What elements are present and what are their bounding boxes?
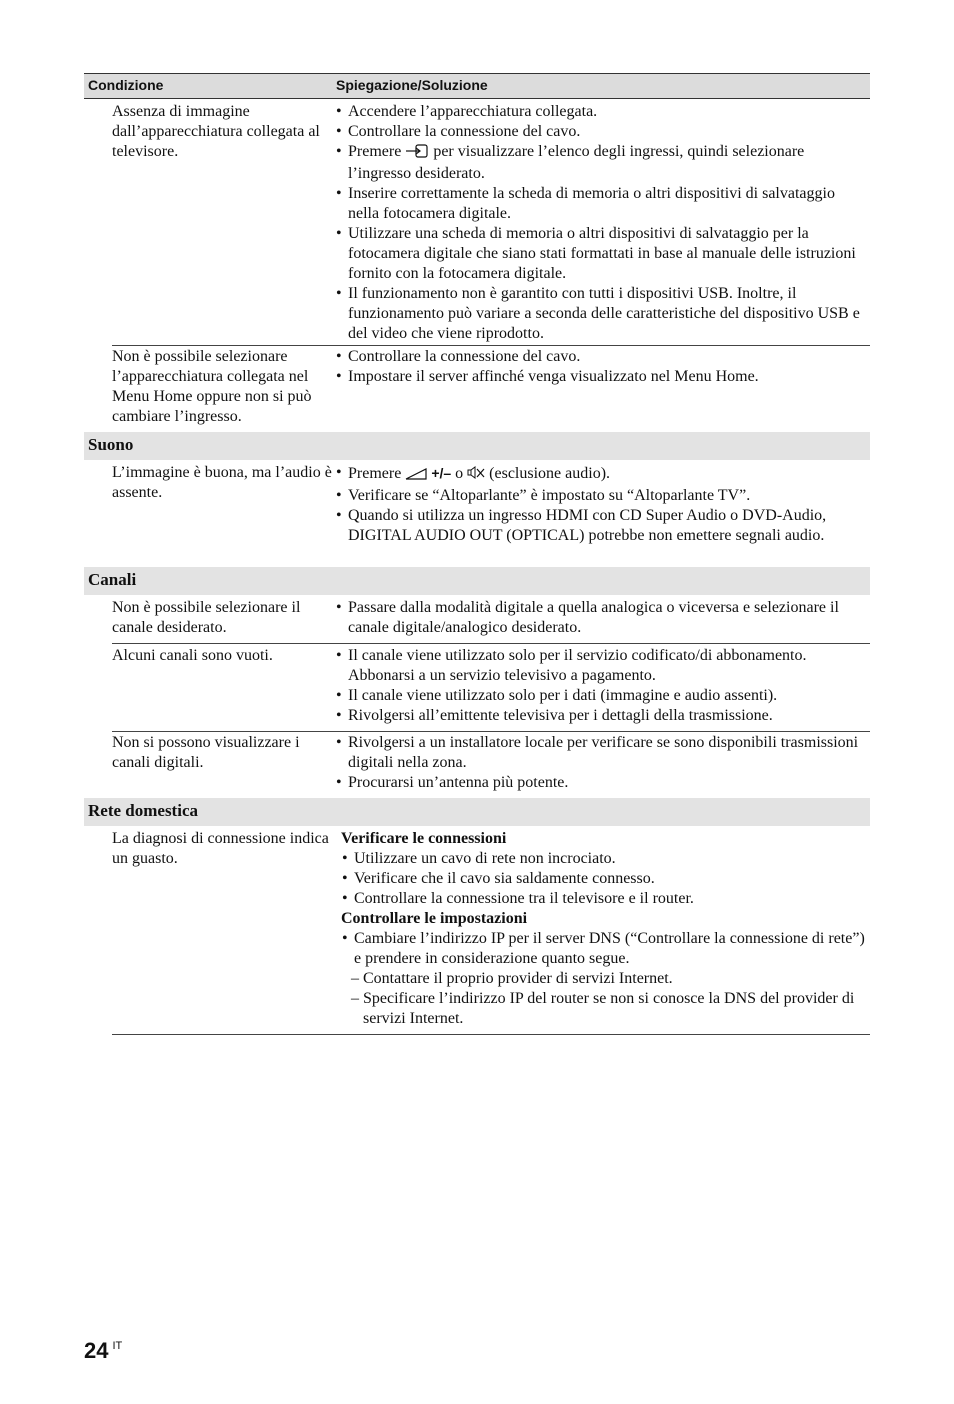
list-item: • Accendere l’apparecchiatura collegata. [335,102,870,122]
list-item [335,142,870,184]
page-footer [84,1338,122,1364]
condition-text: Non è possibile selezionare il canale desiderato. [112,599,301,636]
mute-icon [467,466,485,486]
row-divider [112,643,870,644]
list-item: • Utilizzare una scheda di memoria o altri dispositivi di salvataggio per la fotocamera digitale che siano stati formattati in base al manuale delle istruzioni fornito con la fotocamera digitale. [335,224,870,284]
sub-list-item: – Specificare l’indirizzo IP del router se non si conosce la DNS del provider di servizi Internet. [341,989,870,1029]
list-item-text: per visualizzare l’elenco degli ingressi, quindi selezionare l’ingresso desiderato. [348,143,805,182]
list-item-text: (esclusione audio). [489,465,611,482]
input-select-icon [405,144,429,164]
list-item: • Rivolgersi all’emittente televisiva per i dettagli della trasmissione. [335,706,870,726]
list-item: • Verificare se “Altoparlante” è impostato su “Altoparlante TV”. [335,486,870,506]
table-row [112,598,870,640]
volume-icon [405,466,427,486]
list-item: • Il canale viene utilizzato solo per il servizio codificato/di abbonamento. Abbonarsi a un servizio televisivo a pagamento. [335,646,870,686]
sub-list-item: – Contattare il proprio provider di servizi Internet. [341,969,870,989]
section-header-rete-domestica: Rete domestica [84,798,870,826]
language-code: IT [112,1340,123,1352]
table-row [112,347,870,431]
subheading: Controllare le impostazioni [341,910,528,927]
column-header-solution: Spiegazione/Soluzione [336,77,488,93]
table-bottom-rule [112,1034,870,1035]
solution-list [335,598,870,638]
list-item: • Cambiare l’indirizzo IP per il server DNS (“Controllare la connessione di rete”) e prendere in considerazione quanto segue. [341,929,870,969]
list-item-text: Premere [348,465,402,482]
page-number: 24 [84,1338,109,1363]
list-item-text: o [455,465,464,482]
solution-list [335,463,870,546]
condition-text: Alcuni canali sono vuoti. [112,647,273,664]
table-row [112,829,870,1029]
list-item: • Controllare la connessione del cavo. [335,347,870,367]
subheading: Verificare le connessioni [341,830,507,847]
solution-list [341,829,870,1029]
row-divider [112,345,870,346]
table-row [112,102,870,342]
table-header [84,73,870,99]
list-item: • Controllare la connessione del cavo. [335,122,870,142]
list-item: • Quando si utilizza un ingresso HDMI con CD Super Audio o DVD-Audio, DIGITAL AUDIO OUT (OPTICAL) potrebbe non emettere segnali audio. [335,506,870,546]
table-row [112,733,870,795]
section-header-canali: Canali [84,567,870,595]
list-item: • Il canale viene utilizzato solo per i dati (immagine e audio assenti). [335,686,870,706]
row-divider [112,731,870,732]
list-item: • Passare dalla modalità digitale a quella analogica o viceversa e selezionare il canale digitale/analogico desiderato. [335,598,870,638]
volume-plus-minus: +/– [431,465,452,481]
list-item: • Il funzionamento non è garantito con tutti i dispositivi USB. Inoltre, il funzionamento può variare a seconda delle caratteristiche del dispositivo USB e del video che viene riprodotto. [335,284,870,344]
condition-text: Non è possibile selezionare l’apparecchiatura collegata nel Menu Home oppure non si può cambiare l’ingresso. [112,348,312,425]
table-row [112,463,870,563]
solution-list [335,646,870,726]
list-item: • Verificare che il cavo sia saldamente connesso. [341,869,870,889]
solution-list [335,733,870,793]
list-item [335,463,870,486]
table-row [112,646,870,728]
solution-list [335,102,870,344]
list-item: • Rivolgersi a un installatore locale per verificare se sono disponibili trasmissioni digitali nella zona. [335,733,870,773]
condition-text: L’immagine è buona, ma l’audio è assente. [112,464,332,501]
condition-text: La diagnosi di connessione indica un guasto. [112,830,329,867]
condition-text: Assenza di immagine dall’apparecchiatura collegata al televisore. [112,103,320,160]
solution-list [335,347,870,387]
list-item-text: Premere [348,143,402,160]
condition-text: Non si possono visualizzare i canali digitali. [112,734,300,771]
list-item: • Controllare la connessione tra il televisore e il router. [341,889,870,909]
list-item: • Inserire correttamente la scheda di memoria o altri dispositivi di salvataggio nella fotocamera digitale. [335,184,870,224]
list-item: • Utilizzare un cavo di rete non incrociato. [341,849,870,869]
column-header-condition: Condizione [88,77,164,93]
list-item: • Impostare il server affinché venga visualizzato nel Menu Home. [335,367,870,387]
list-item: • Procurarsi un’antenna più potente. [335,773,870,793]
section-header-suono: Suono [84,432,870,460]
